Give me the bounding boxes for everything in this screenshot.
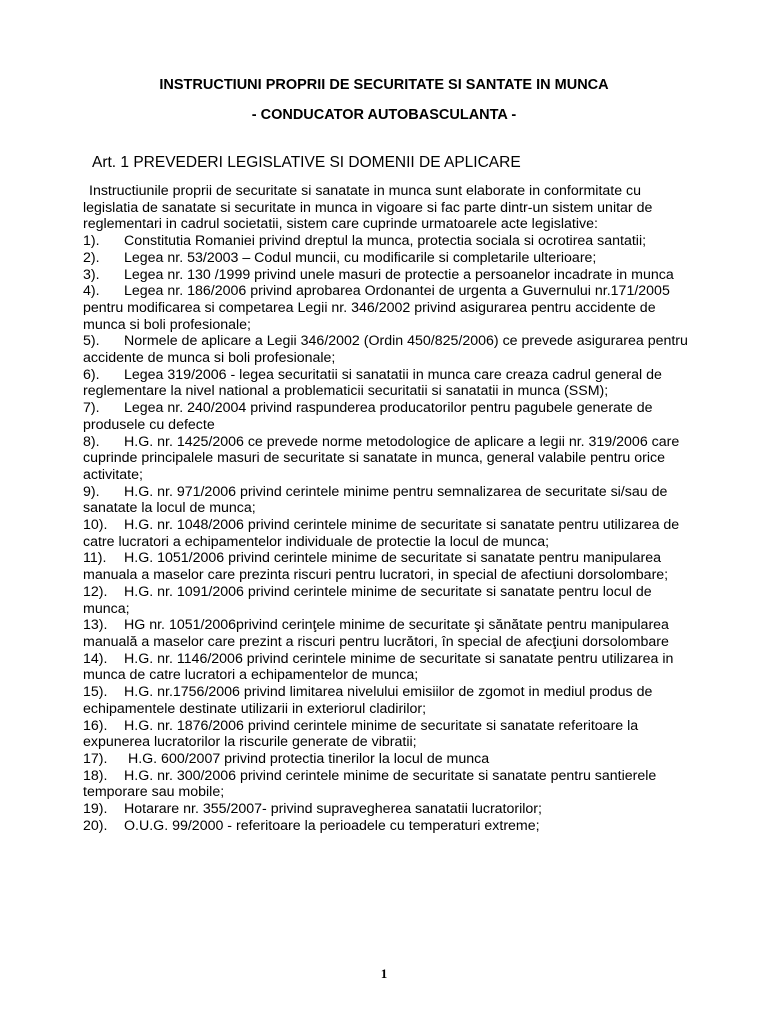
- list-item: [83, 333, 693, 366]
- list-item: [83, 283, 693, 333]
- list-item-text: Legea nr. 130 /1999 privind unele masuri de protectie a persoanelor incadrate in munca: [124, 266, 674, 283]
- list-item: [83, 400, 693, 433]
- list-item-text: H.G. nr. 1425/2006 ce prevede norme metodologice de aplicare a legii nr. 319/2006 care cuprinde principalele masuri de securitate si sanatate in munca, general valabile pentru orice activitate;: [83, 433, 680, 483]
- list-item-text: Legea nr. 240/2004 privind raspunderea producatorilor pentru pagubele generate de produsele cu defecte: [83, 400, 653, 433]
- list-item-number: 1).: [83, 233, 100, 250]
- list-item-number: 14).: [83, 650, 108, 667]
- list-item: [83, 250, 693, 267]
- list-item-text: H.G. nr. 300/2006 privind cerintele minime de securitate si sanatate pentru santierele temporare sau mobile;: [83, 767, 657, 801]
- list-item-number: 4).: [83, 283, 100, 300]
- list-item-text: H.G. nr. 971/2006 privind cerintele minime pentru semnalizarea de securitate si/sau de sanatate la locul de munca;: [83, 483, 668, 517]
- list-item: [83, 718, 693, 751]
- list-item-number: 20).: [83, 817, 108, 834]
- list-item-text: H.G. 600/2007 privind protectia tinerilor la locul de munca: [124, 750, 490, 767]
- document-title: INSTRUCTIUNI PROPRII DE SECURITATE SI SANTATE IN MUNCA: [159, 77, 609, 93]
- list-item-text: Constitutia Romaniei privind dreptul la munca, protectia sociala si ocrotirea santatii;: [124, 233, 647, 250]
- list-item: [83, 233, 693, 250]
- document-body: [83, 183, 693, 834]
- page-number: 1: [380, 966, 388, 981]
- list-item-number: 5).: [83, 333, 100, 350]
- list-item: [83, 367, 693, 400]
- list-item: [83, 434, 693, 484]
- list-item-text: Legea nr. 53/2003 – Codul muncii, cu modificarile si completarile ulterioare;: [124, 249, 597, 266]
- list-item-number: 12).: [83, 583, 108, 600]
- list-item: [83, 684, 693, 717]
- list-item-text: H.G. nr. 1048/2006 privind cerintele minime de securitate si sanatate pentru utilizarea de catre lucratori a echipamentelor individuale de protectie la locul de munca;: [83, 517, 680, 550]
- list-item-text: H.G. 1051/2006 privind cerintele minime de securitate si sanatate pentru manipularea manuala a maselor care prezinta riscuri pentru lucratori, in special de afectiuni dorsolombare;: [83, 550, 669, 584]
- list-item-number: 13).: [83, 617, 108, 634]
- list-item-number: 9).: [83, 483, 100, 500]
- document-subtitle: - CONDUCATOR AUTOBASCULANTA -: [251, 107, 517, 123]
- list-item: [83, 768, 693, 801]
- list-item-text: HG nr. 1051/2006privind cerinţele minime de securitate şi sănătate pentru manipularea manuală a maselor care prezint a riscuri pentru lucrători, în special de afecţiuni dorsolombare: [83, 617, 669, 650]
- list-item-number: 3).: [83, 266, 100, 283]
- list-item: [83, 801, 693, 818]
- list-item-number: 7).: [83, 400, 100, 417]
- list-item-number: 10).: [83, 517, 108, 534]
- list-item-text: Hotarare nr. 355/2007- privind supravegherea sanatatii lucratorilor;: [124, 801, 542, 818]
- legislation-list: [83, 233, 693, 834]
- list-item-number: 2).: [83, 249, 100, 266]
- list-item-text: Normele de aplicare a Legii 346/2002 (Ordin 450/825/2006) ce prevede asigurarea pentru accidente de munca si boli profesionale;: [83, 333, 688, 367]
- list-item-text: H.G. nr. 1146/2006 privind cerintele minime de securitate si sanatate pentru utilizarea in munca de catre lucratori a echipamentelor de munca;: [83, 650, 674, 684]
- list-item-text: H.G. nr. 1876/2006 privind cerintele minime de securitate si sanatate referitoare la expunerea lucratorilor la riscurile generate de vibratii;: [83, 717, 639, 751]
- list-item-number: 8).: [83, 433, 100, 450]
- intro-paragraph: Instructiunile proprii de securitate si sanatate in munca sunt elaborate in conformitate cu legislatia de sanatate si securitate in munca in vigoare si fac parte dintr-un sistem unitar de reglementari in cadrul societatii, sistem care cuprinde urmatoarele acte legislative:: [83, 183, 653, 233]
- list-item-number: 18).: [83, 767, 108, 784]
- list-item-text: O.U.G. 99/2000 - referitoare la perioadele cu temperaturi extreme;: [124, 817, 540, 834]
- article-heading: Art. 1 PREVEDERI LEGISLATIVE SI DOMENII DE APLICARE: [92, 154, 521, 171]
- list-item: [83, 517, 693, 550]
- list-item: [83, 484, 693, 517]
- list-item: [83, 267, 693, 284]
- list-item: [83, 550, 693, 583]
- list-item: [83, 617, 693, 650]
- list-item-number: 15).: [83, 684, 108, 701]
- list-item-number: 11).: [83, 550, 107, 567]
- list-item-text: Legea 319/2006 - legea securitatii si sanatatii in munca care creaza cadrul general de reglementare la nivel national a problematicii securitatii si sanatatii in munca (SSM);: [83, 366, 662, 400]
- list-item: [83, 751, 693, 768]
- list-item-number: 6).: [83, 366, 100, 383]
- list-item-number: 16).: [83, 717, 108, 734]
- list-item-number: 17).: [83, 750, 108, 767]
- list-item-text: Legea nr. 186/2006 privind aprobarea Ordonantei de urgenta a Guvernului nr.171/2005 pentru modificarea si competarea Legii nr. 346/2002 privind asigurarea pentru accidente de munca si boli profesionale;: [83, 283, 670, 333]
- list-item: [83, 584, 693, 617]
- list-item: [83, 651, 693, 684]
- list-item-text: H.G. nr.1756/2006 privind limitarea nivelului emisiilor de zgomot in mediul produs de echipamentele destinate utilizarii in exteriorul cladirilor;: [83, 684, 653, 717]
- list-item-text: H.G. nr. 1091/2006 privind cerintele minime de securitate si sanatate pentru locul de munca;: [83, 583, 652, 617]
- list-item-number: 19).: [83, 801, 108, 818]
- list-item: [83, 818, 693, 835]
